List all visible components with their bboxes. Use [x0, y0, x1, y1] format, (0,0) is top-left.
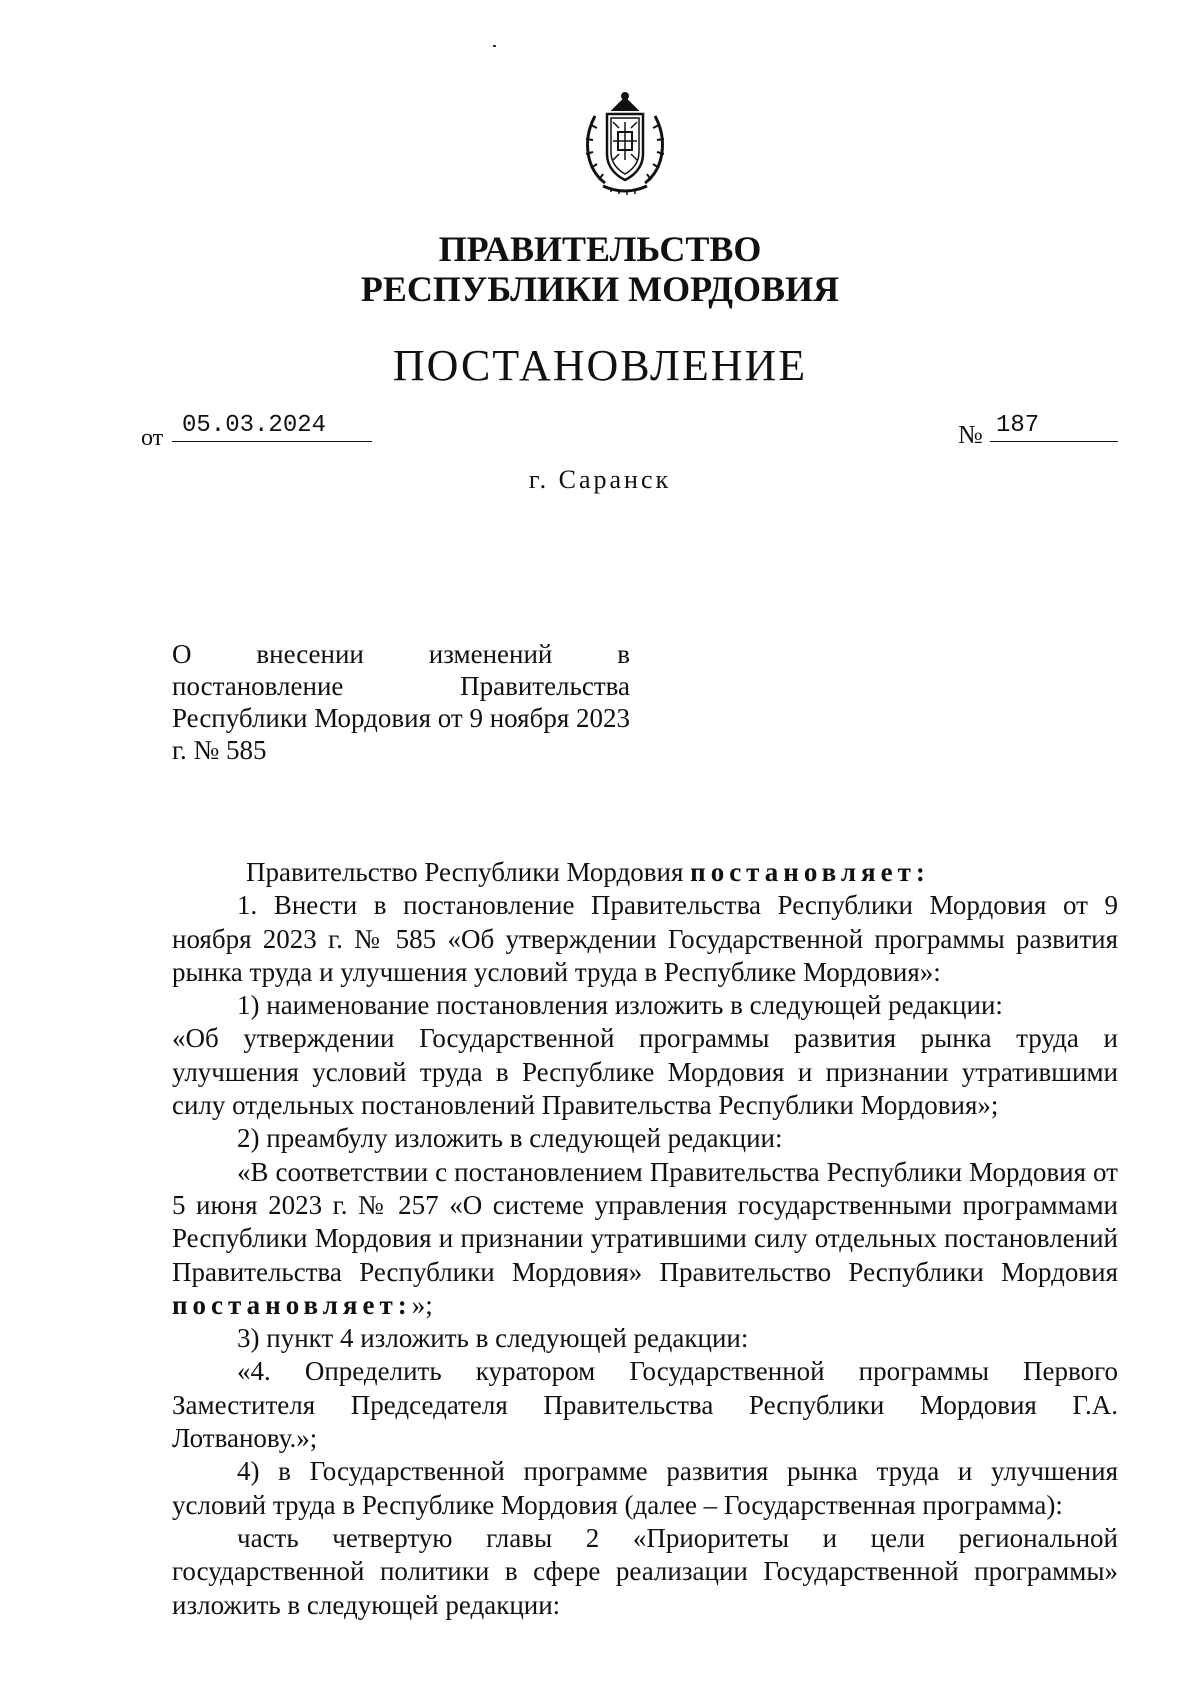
- coat-of-arms-emblem: [575, 88, 675, 198]
- body-paragraph-intro: [172, 856, 1118, 889]
- government-title-line-2: РЕСПУБЛИКИ МОРДОВИЯ: [360, 269, 840, 309]
- body-paragraph-1: 1. Внести в постановление Правительства Республики Мордовия от 9 ноября 2023 г. № 585 «Об утверждении Государственной программы развития рынка труда и улучшения условий труда в Республике Мордовия»:: [172, 890, 1118, 987]
- body-paragraph-item-4: 4) в Государственной программе развития рынка труда и улучшения условий труда в Республике Мордовия (далее – Государственная программа):: [172, 1456, 1118, 1520]
- document-subject: О внесении изменений в постановление Правительства Республики Мордовия от 9 ноября 2023 г. № 585: [172, 639, 630, 765]
- document-type-heading: ПОСТАНОВЛЕНИЕ: [392, 341, 808, 390]
- scan-speck: [493, 45, 496, 47]
- preamble-text: «В соответствии с постановлением Правительства Республики Мордовия от 5 июня 2023 г. № 257 «О системе управления государственными программами Республики Мордовия и признании утратившими силу отдельных постановлений Правительства Республики Мордовия» Правительство Республики Мордовия: [172, 1156, 1118, 1287]
- body-paragraph-curator: «4. Определить куратором Государственной программы Первого Заместителя Председателя Правительства Республики Мордовия Г.А. Лотванову.»;: [172, 1356, 1118, 1454]
- government-title-line-1: ПРАВИТЕЛЬСТВО: [438, 229, 762, 269]
- document-number: 187: [990, 411, 1118, 442]
- number-prefix: №: [958, 420, 983, 449]
- body-paragraph-preamble: [172, 1156, 1118, 1322]
- body-paragraph-item-2: 2) преамбулу изложить в следующей редакции:: [237, 1123, 783, 1154]
- date-prefix: от: [141, 425, 164, 451]
- document-body: [172, 856, 1118, 1622]
- body-paragraph-chapter-2: часть четвертую главы 2 «Приоритеты и цели региональной государственной политики в сфере реализации Государственной программы» изложить в следующей редакции:: [172, 1522, 1118, 1620]
- body-paragraph-item-3: 3) пункт 4 изложить в следующей редакции:: [237, 1323, 749, 1354]
- intro-text: Правительство Республики Мордовия: [246, 857, 691, 887]
- preamble-tail: »;: [411, 1289, 433, 1320]
- body-paragraph-new-title: «Об утверждении Государственной программы развития рынка труда и улучшения условий труда в Республике Мордовия и признании утратившими силу отдельных постановлений Правительства Республики Мордовия»;: [172, 1023, 1118, 1121]
- city-line: г. Саранск: [528, 465, 672, 494]
- body-paragraph-item-1: 1) наименование постановления изложить в следующей редакции:: [237, 990, 1003, 1021]
- intro-decree-word: постановляет:: [690, 857, 930, 887]
- preamble-decree-word: постановляет:: [172, 1289, 412, 1320]
- document-date: 05.03.2024: [172, 411, 372, 442]
